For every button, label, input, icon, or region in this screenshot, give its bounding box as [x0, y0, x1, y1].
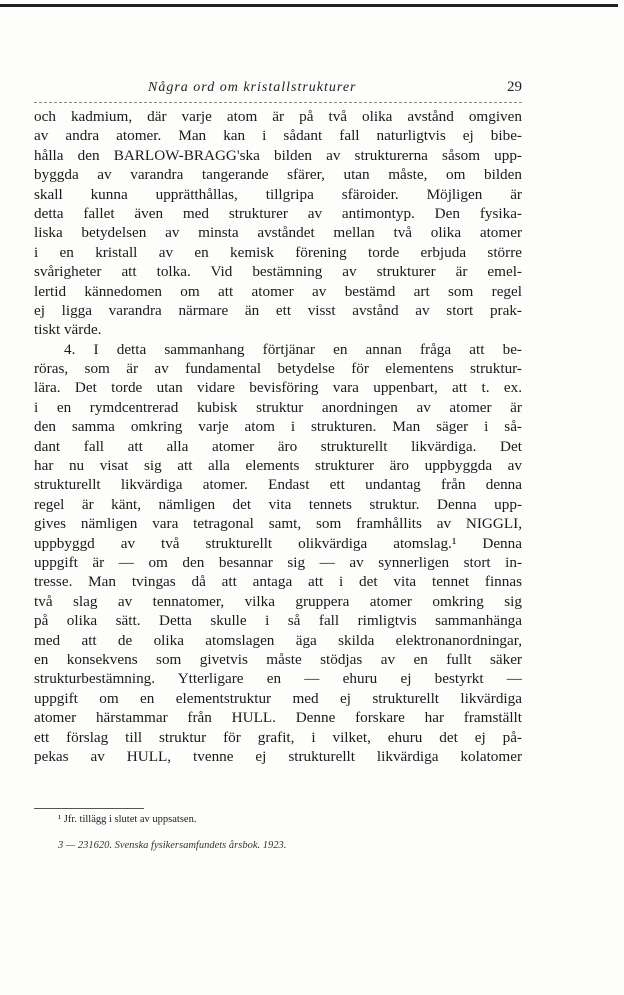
printer-note: 3 — 231620. Svenska fysikersamfundets årsbok. 1923.: [58, 840, 287, 851]
text-line: med att de olika atomslagen äga skilda elektronanordningar,: [34, 631, 522, 649]
text-line: ej ligga varandra närmare än ett visst avstånd av stort prak-: [34, 301, 522, 319]
text-line: en konsekvens som givetvis måste stödjas av en fullt säker: [34, 650, 522, 668]
text-line: av andra atomer. Man kan i sådant fall naturligtvis ej bibe-: [34, 127, 522, 145]
footnote: ¹ Jfr. tillägg i slutet av uppsatsen.: [58, 814, 197, 825]
page-number: 29: [507, 79, 522, 95]
text-line: och kadmium, där varje atom är på två olika avstånd omgiven: [34, 108, 522, 125]
text-line: har nu visat sig att alla elements strukturer äro uppbyggda av: [34, 457, 522, 475]
text-line: gives nämligen vara tetragonal samt, som framhållits av NIGGLI,: [34, 515, 522, 533]
top-rule: [0, 4, 618, 7]
text-line: svårigheter att tolka. Vid bestämning av strukturer är emel-: [34, 263, 522, 281]
text-line: uppbyggd av två strukturellt olikvärdiga atomslag.¹ Denna: [34, 534, 522, 552]
text-line: lära. Det torde utan vidare bevisföring vara uppenbart, att t. ex.: [34, 379, 522, 397]
footnote-rule: [34, 808, 144, 809]
header-rule: [34, 102, 522, 103]
page-header: [34, 80, 522, 102]
text-line: atomer härstammar från HULL. Denne forskare har framställt: [34, 709, 522, 727]
text-line: byggda av varandra tangerande sfärer, utan måste, om bilden: [34, 166, 522, 184]
text-line: röras, som är av fundamental betydelse för elementens struktur-: [34, 360, 522, 378]
text-line: i en rymdcentrerad kubisk struktur anordningen av atomer är: [34, 398, 522, 416]
text-line: lertid kännedomen om att atomer av bestämd art som regel: [34, 282, 522, 300]
text-line: den samma omkring varje atom i strukturen. Man säger i så-: [34, 418, 522, 436]
text-line: två slag av tennatomer, vilka gruppera atomer omkring sig: [34, 592, 522, 610]
text-line: uppgift om en elementstruktur med ej strukturellt likvärdiga: [34, 689, 522, 707]
text-line: regel är känt, nämligen det vita tennets struktur. Denna upp-: [34, 495, 522, 513]
text-line: tiskt värde.: [34, 321, 102, 339]
text-line: pekas av HULL, tvenne ej strukturellt likvärdiga kolatomer: [34, 747, 522, 765]
text-line: detta fallet även med strukturer av antimontyp. Den fysika-: [34, 204, 522, 222]
text-line: hålla den BARLOW-BRAGG'ska bilden av strukturerna såsom upp-: [34, 146, 522, 164]
text-line: liska betydelsen av minsta avståndet mellan två olika atomer: [34, 224, 522, 242]
text-line: 4. I detta sammanhang förtjänar en annan fråga att be-: [64, 340, 522, 358]
text-line: på olika sätt. Detta skulle i så fall rimligtvis sammanhänga: [34, 612, 522, 630]
text-line: skall kunna upprätthållas, tillgripa sfäroider. Möjligen är: [34, 185, 522, 203]
body-text: [34, 107, 522, 766]
text-line: tresse. Man tvingas då att antaga att i det vita tennet finnas: [34, 573, 522, 591]
text-line: dant fall att alla atomer äro strukturellt likvärdiga. Det: [34, 437, 522, 455]
text-line: strukturellt likvärdiga atomer. Endast ett undantag från denna: [34, 476, 522, 494]
text-line: uppgift är — om den besannar sig — av synnerligen stort in-: [34, 553, 522, 571]
running-title: Några ord om kristallstrukturer: [148, 80, 357, 95]
text-line: i en kristall av en kemisk förening torde erbjuda större: [34, 243, 522, 261]
text-line: strukturbestämning. Ytterligare en — ehuru ej bestyrkt —: [34, 670, 522, 688]
text-line: ett förslag till struktur för grafit, i vilket, ehuru det ej på-: [34, 728, 522, 746]
